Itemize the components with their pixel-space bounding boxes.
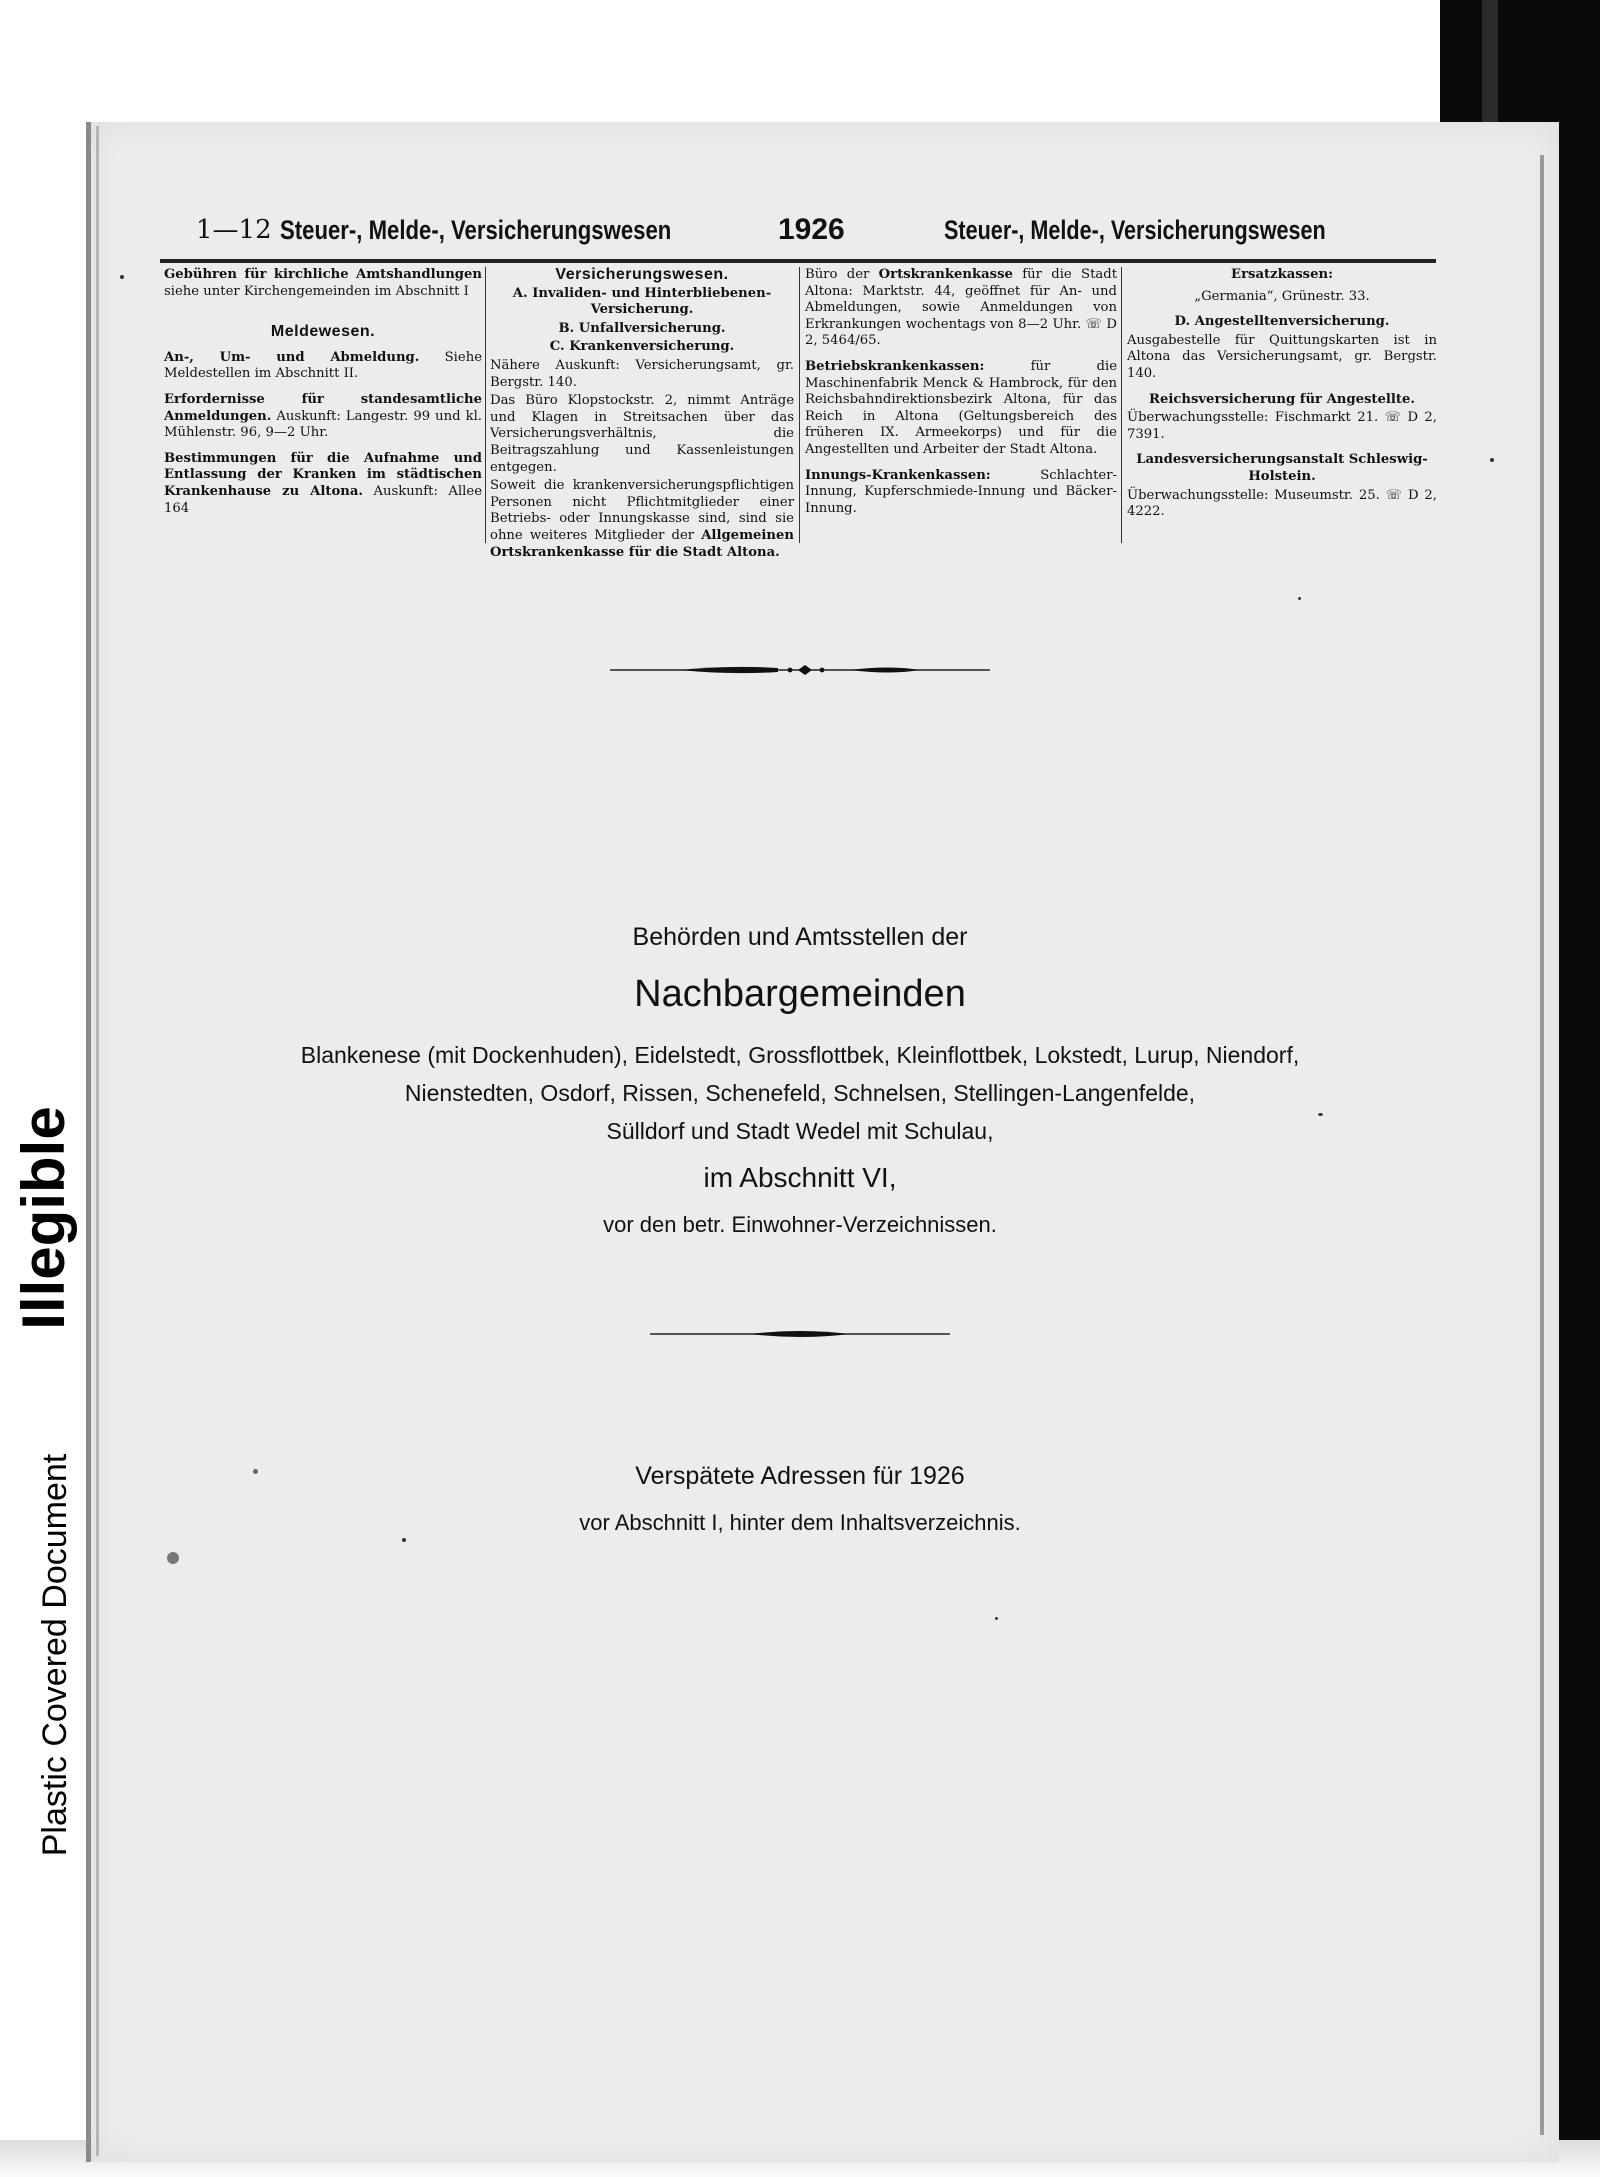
heading-substitute-funds: Ersatzkassen: <box>1231 267 1333 282</box>
scan-speck <box>120 275 124 279</box>
entry-company-health-funds: Betriebskrankenkassen: für die Maschinenfabrik Menck & Hambrock, für den Reichsbahndirektionsbezirk Altona, für das Reich in Altona (Geltungsbereich des früheren IX. Armeekorps) und für die Angestellten und Arbeiter der Stadt Altona. <box>805 358 1117 457</box>
column-separator <box>485 267 486 543</box>
column-2 <box>490 267 794 570</box>
notice-section: im Abschnitt VI, <box>703 1162 897 1193</box>
heading-meldewesen: Meldewesen. <box>270 323 376 341</box>
entry-local-health-fund: Büro der Ortskrankenkasse für die Stadt Altona: Marktstr. 44, geöffnet für An- und Abmeldungen, sowie Anmeldungen von Erkrankungen wochentags von 8—2 Uhr. ☏ D 2, 5464/65. <box>805 267 1117 349</box>
scan-speck <box>167 1552 179 1564</box>
notice-title: Nachbargemeinden <box>634 973 966 1015</box>
ornament-divider-middle <box>650 1324 950 1344</box>
entry-accident-insurance: B. Unfallversicherung. <box>558 320 726 336</box>
notice-before: vor den betr. Einwohner-Verzeichnissen. <box>603 1212 997 1237</box>
side-label-plastic: Plastic Covered Document <box>36 1453 74 1857</box>
column-separator <box>799 267 800 543</box>
notice-places-line-3: Sülldorf und Stadt Wedel mit Schulau, <box>606 1118 994 1144</box>
heading-reich-insurance: Reichsversicherung für Angestellte. <box>1148 391 1415 407</box>
heading-versicherungswesen: Versicherungswesen. <box>555 266 729 283</box>
scan-speck <box>1490 458 1494 462</box>
header-rule <box>160 259 1436 263</box>
column-3 <box>805 267 1117 526</box>
scan-speck <box>1298 597 1301 600</box>
scan-speck <box>995 1617 998 1620</box>
entry-invalidity-insurance: A. Invaliden- und Hinterbliebenen-Versicherung. <box>512 285 772 318</box>
column-separator <box>1121 267 1122 543</box>
page-number: 1—12 <box>196 215 272 245</box>
ornament-divider-top <box>610 658 990 682</box>
entry-church-fees: Gebühren für kirchliche Amtshandlungen siehe unter Kirchengemeinden im Abschnitt I <box>164 267 482 299</box>
running-head-right: Steuer-, Melde-, Versicherungswesen <box>944 215 1326 245</box>
column-4 <box>1127 267 1437 530</box>
running-head-year: 1926 <box>778 213 845 246</box>
scan-speck <box>1318 1113 1323 1116</box>
entry-mandatory-members: Soweit die krankenversicherungspflichtigen Personen nicht Pflichtmitglieder einer Betriebs- oder Innungskasse sind, sind sie ohne weiteres Mitglieder der Allgemeinen Ortskrankenkasse für die Stadt Altona. <box>490 478 794 560</box>
notice-line-1: Behörden und Amtsstellen der <box>632 923 968 951</box>
entry-registration: An-, Um- und Abmeldung. Siehe Meldestellen im Abschnitt II. <box>164 349 483 382</box>
entry-civil-registry: Erfordernisse für standesamtliche Anmeldungen. Auskunft: Langestr. 99 und kl. Mühlenstr. 96, 9—2 Uhr. <box>164 391 482 441</box>
entry-museumstr: Überwachungsstelle: Museumstr. 25. ☏ D 2, 4222. <box>1127 487 1437 520</box>
running-head-left: Steuer-, Melde-, Versicherungswesen <box>280 215 672 245</box>
late-addresses-subtitle: vor Abschnitt I, hinter dem Inhaltsverzeichnis. <box>579 1510 1021 1535</box>
column-1 <box>164 267 482 526</box>
scan-speck <box>253 1469 258 1474</box>
entry-fischmarkt: Überwachungsstelle: Fischmarkt 21. ☏ D 2, 7391. <box>1127 410 1437 442</box>
entry-guild-health-funds: Innungs-Krankenkassen: Schlachter-Innung, Kupferschmiede-Innung und Bäcker-Innung. <box>805 467 1117 516</box>
heading-employee-insurance: D. Angestelltenversicherung. <box>1174 314 1390 330</box>
entry-hospital: Bestimmungen für die Aufnahme und Entlassung der Kranken im städtischen Krankenhause zu Altona. Auskunft: Allee 164 <box>164 450 482 516</box>
entry-quittungskarten: Ausgabestelle für Quittungskarten ist in Altona das Versicherungsamt, gr. Bergstr. 140. <box>1127 332 1437 381</box>
entry-insurance-office: Nähere Auskunft: Versicherungsamt, gr. Bergstr. 140. <box>490 357 794 390</box>
notice-places-line-2: Nienstedten, Osdorf, Rissen, Schenefeld, Schnelsen, Stellingen-Langenfelde, <box>404 1080 1196 1106</box>
heading-state-insurance: Landesversicherungsanstalt Schleswig-Holstein. <box>1136 452 1428 484</box>
notice-places-line-1: Blankenese (mit Dockenhuden), Eidelstedt, Grossflottbek, Kleinflottbek, Lokstedt, Lurup, Niendorf, <box>300 1042 1300 1068</box>
entry-klopstockstr-office: Das Büro Klopstockstr. 2, nimmt Anträge und Klagen in Streitsachen über das Versicherungsverhältnis, die Beitragszahlung und Kassenleistungen entgegen. <box>490 393 794 475</box>
late-addresses-title: Verspätete Adressen für 1926 <box>635 1462 965 1490</box>
entry-health-insurance: C. Krankenversicherung. <box>549 339 735 355</box>
entry-germania: „Germania“, Grünestr. 33. <box>1194 288 1370 304</box>
notice-places <box>0 1036 1600 1150</box>
side-label-illegible: Illegible <box>10 1106 77 1330</box>
scan-speck <box>402 1538 406 1542</box>
